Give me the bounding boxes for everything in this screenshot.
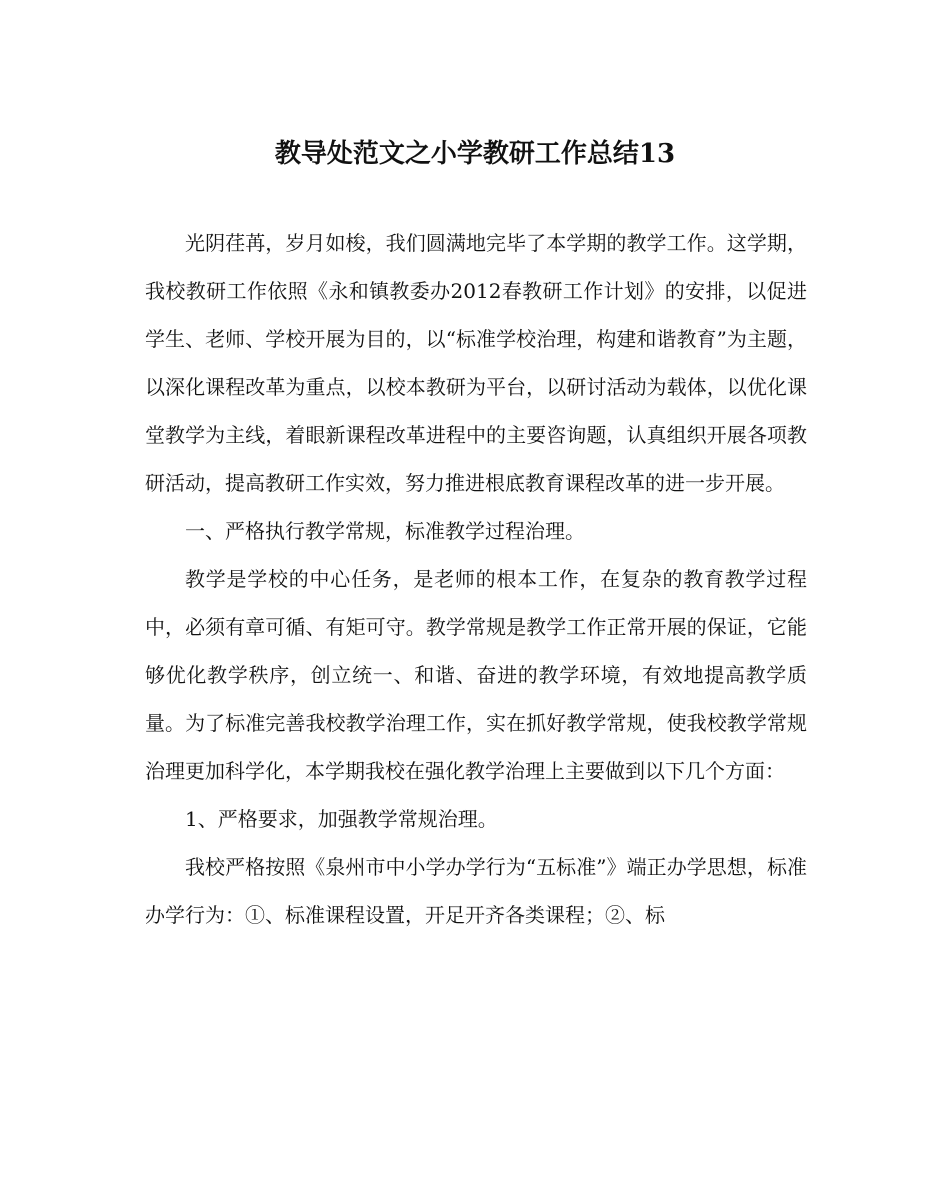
paragraph-standards: 我校严格按照《泉州市中小学办学行为“五标准”》端正办学思想，标准办学行为：①、标准课程设置，开足开齐各类课程；②、标 — [145, 855, 807, 927]
paragraph-intro: 光阴荏苒，岁月如梭，我们圆满地完毕了本学期的教学工作。这学期，我校教研工作依照《永和镇教委办2012春教研工作计划》的安排，以促进学生、老师、学校开展为目的，以“标准学校治理，构建和谐教育”为主题，以深化课程改革为重点，以校本教研为平台，以研讨活动为载体，以优化课堂教学为主线，着眼新课程改革进程中的主要咨询题，认真组织开展各项教研活动，提高教研工作实效，努力推进根底教育课程改革的进一步开展。 — [145, 231, 807, 495]
document-title: 教导处范文之小学教研工作总结13 — [274, 139, 676, 169]
paragraph-teaching-routine: 教学是学校的中心任务，是老师的根本工作，在复杂的教育教学过程中，必须有章可循、有矩可守。教学常规是教学工作正常开展的保证，它能够优化教学秩序，创立统一、和谐、奋进的教学环境，有效地提高教学质量。为了标准完善我校教学治理工作，实在抓好教学常规，使我校教学常规治理更加科学化，本学期我校在强化教学治理上主要做到以下几个方面： — [145, 567, 807, 783]
subsection-heading-1: 1、严格要求，加强教学常规治理。 — [185, 807, 498, 831]
section-heading-1: 一、严格执行教学常规，标准教学过程治理。 — [185, 519, 585, 543]
document-body — [145, 219, 807, 939]
